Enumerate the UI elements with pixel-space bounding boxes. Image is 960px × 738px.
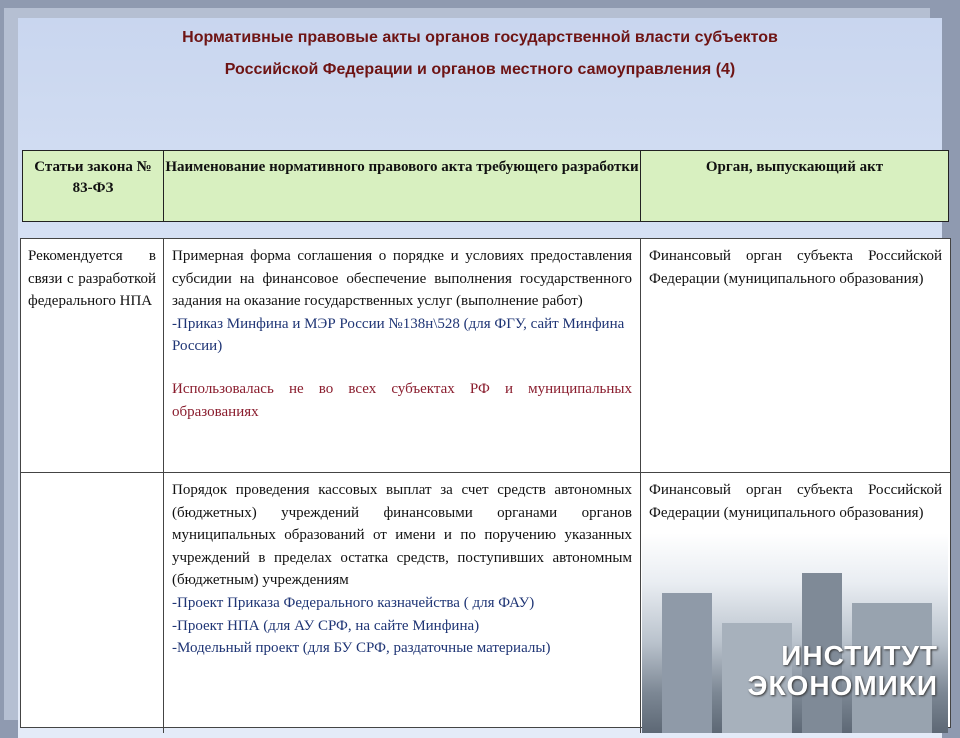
row2-act-item-1: -Проект Приказа Федерального казначейства ( для ФАУ) [172,594,535,611]
institute-photo-watermark [642,533,948,733]
title-line-1: Нормативные правовые акты органов государственной власти субъектов [182,29,778,46]
table-row [21,473,950,733]
row1-law-article: Рекомендуется в связи с разработкой федерального НПА [21,239,164,472]
header-issuing-body: Орган, выпускающий акт [705,159,884,175]
row1-act-note: Использовалась не во всех субъектах РФ и муниципальных образованиях [172,380,632,420]
table-row [21,239,950,473]
row2-act-item-3: -Модельный проект (для БУ СРФ, раздаточные материалы) [172,640,551,657]
row1-act-main: Примерная форма соглашения о порядке и условиях предоставления субсидии на финансовое обеспечение выполнения государственного задания на оказание государственных услуг (выполнение работ) [172,248,632,310]
table-header [22,150,949,222]
header-act-name: Наименование нормативного правового акта требующего разработки [164,151,641,221]
row1-act-reference: -Приказ Минфина и МЭР России №138н\528 (для ФГУ, сайт Минфина России) [172,315,625,355]
row2-issuing-body: Финансовый орган субъекта Российской Федерации (муниципального образования) [649,482,942,521]
row2-act-item-2: -Проект НПА (для АУ СРФ, на сайте Минфина) [172,617,480,634]
row2-act-main: Порядок проведения кассовых выплат за счет средств автономных (бюджетных) учреждений финансовыми органами органов муниципальных образований от имени и по поручению указанных учреждений в пределах остатка средств, поступивших автономным (бюджетным) учреждениям [172,482,632,589]
row2-issuing-body-cell [641,473,950,733]
watermark-line-1: ИНСТИТУТ [781,640,938,671]
row2-act-name [164,473,641,733]
acts-table [20,238,951,728]
row2-law-article [21,473,164,733]
row1-act-name [164,239,641,472]
title-line-2: Российской Федерации и органов местного самоуправления (4) [224,61,736,78]
header-law-articles: Статьи закона № 83-ФЗ [23,151,164,221]
row1-issuing-body: Финансовый орган субъекта Российской Федерации (муниципального образования) [649,248,942,287]
watermark-line-2: ЭКОНОМИКИ [747,670,938,701]
slide-title [0,22,960,86]
